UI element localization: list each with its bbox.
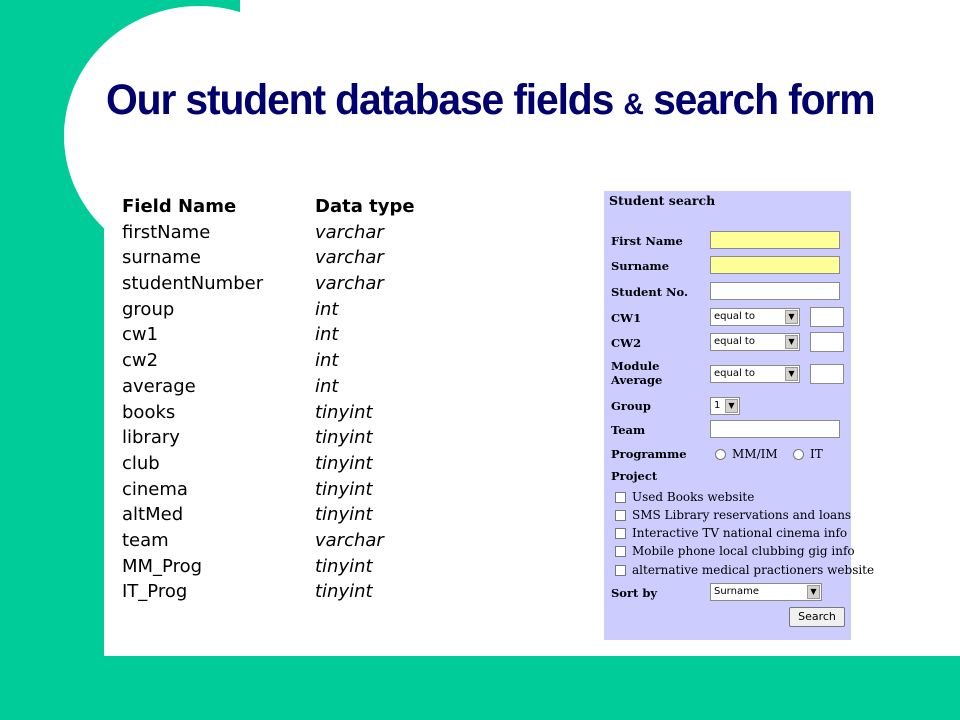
project-checkbox-library[interactable] [615,510,626,521]
table-row [122,400,415,426]
project-checkbox-cinema[interactable] [615,528,626,539]
chevron-down-icon: ▼ [785,310,798,324]
field-type: int [315,324,339,346]
cw1-value-input[interactable] [810,307,844,327]
surname-label: Surname [611,259,670,273]
table-row [122,425,415,451]
group-label: Group [611,399,651,413]
field-name: club [122,452,160,474]
table-row [122,528,415,554]
first-name-label: First Name [611,234,683,248]
chevron-down-icon: ▼ [807,585,820,599]
field-type: int [315,375,339,397]
field-type: int [315,350,339,372]
field-type: tinyint [315,478,373,500]
field-name: library [122,427,180,449]
table-row [122,374,415,400]
field-type: varchar [315,247,384,269]
field-type: varchar [315,529,384,551]
project-checkbox-altmed[interactable] [615,565,626,576]
table-row [122,477,415,503]
field-type: tinyint [315,555,373,577]
field-type: varchar [315,273,384,295]
field-type: tinyint [315,401,373,423]
group-select-value: 1 [714,400,721,411]
search-button[interactable]: Search [789,607,845,627]
surname-input[interactable] [710,256,840,274]
module-average-operator-value: equal to [714,368,755,379]
project-checkbox-books[interactable] [615,492,626,503]
project-label: Project [611,469,658,483]
project-label-library: SMS Library reservations and loans [632,508,852,522]
module-average-operator-select[interactable] [710,365,800,383]
module-average-label-line1: Module [611,359,660,373]
field-name: team [122,529,169,551]
project-label-books: Used Books website [632,490,755,504]
team-label: Team [611,423,646,437]
table-row [122,554,415,580]
field-name: cw2 [122,350,159,372]
group-select[interactable] [710,397,740,415]
table-row [122,451,415,477]
table-row [122,245,415,271]
module-average-value-input[interactable] [810,364,844,384]
field-name: firstName [122,221,211,243]
field-name: average [122,375,196,397]
team-input[interactable] [710,420,840,438]
field-name: cw1 [122,324,159,346]
cw2-label: CW2 [611,336,642,350]
sort-by-value: Surname [714,586,759,597]
field-name: group [122,298,175,320]
table-row [122,322,415,348]
cw2-operator-select[interactable] [710,333,800,351]
field-name: altMed [122,504,184,526]
chevron-down-icon: ▼ [785,367,798,381]
field-type: varchar [315,221,384,243]
chevron-down-icon: ▼ [725,399,738,413]
programme-mmim-radio[interactable] [715,449,726,460]
title-part-2: search form [642,76,875,124]
sort-by-label: Sort by [611,586,658,600]
field-name-header: Field Name [122,196,237,217]
table-row [122,220,415,246]
field-name: studentNumber [122,273,264,295]
field-type: tinyint [315,427,373,449]
field-name: cinema [122,478,188,500]
project-label-club: Mobile phone local clubbing gig info [632,544,855,558]
module-average-label [611,359,662,387]
project-label-altmed: alternative medical practioners website [632,563,875,577]
search-form-title: Student search [609,193,716,208]
field-type: tinyint [315,452,373,474]
project-checkbox-club[interactable] [615,546,626,557]
cw1-operator-select[interactable] [710,308,800,326]
slide-title [106,70,914,135]
student-no-label: Student No. [611,285,688,299]
table-row [122,579,415,605]
field-type: tinyint [315,504,373,526]
programme-label: Programme [611,447,687,461]
student-search-form [604,191,875,640]
cw2-operator-value: equal to [714,336,755,347]
project-label-cinema: Interactive TV national cinema info [632,526,848,540]
fields-table-header [122,194,415,220]
title-part-1: Our student database fields [106,76,624,124]
table-row [122,348,415,374]
module-average-label-line2: Average [611,373,663,387]
programme-it-radio[interactable] [793,449,804,460]
field-name: IT_Prog [122,581,188,603]
table-row [122,502,415,528]
cw2-value-input[interactable] [810,332,844,352]
field-type: int [315,298,339,320]
sort-by-select[interactable] [710,583,822,601]
field-name: surname [122,247,201,269]
programme-it-label: IT [810,447,823,461]
cw1-operator-value: equal to [714,311,755,322]
field-type: tinyint [315,581,373,603]
cw1-label: CW1 [611,311,642,325]
field-name: books [122,401,176,423]
table-row [122,297,415,323]
chevron-down-icon: ▼ [785,335,798,349]
table-row [122,271,415,297]
field-name: MM_Prog [122,555,203,577]
first-name-input[interactable] [710,231,840,249]
data-type-header: Data type [315,196,415,217]
title-ampersand: & [623,88,643,121]
fields-table [122,194,415,605]
programme-mmim-label: MM/IM [732,447,778,461]
student-no-input[interactable] [710,282,840,300]
